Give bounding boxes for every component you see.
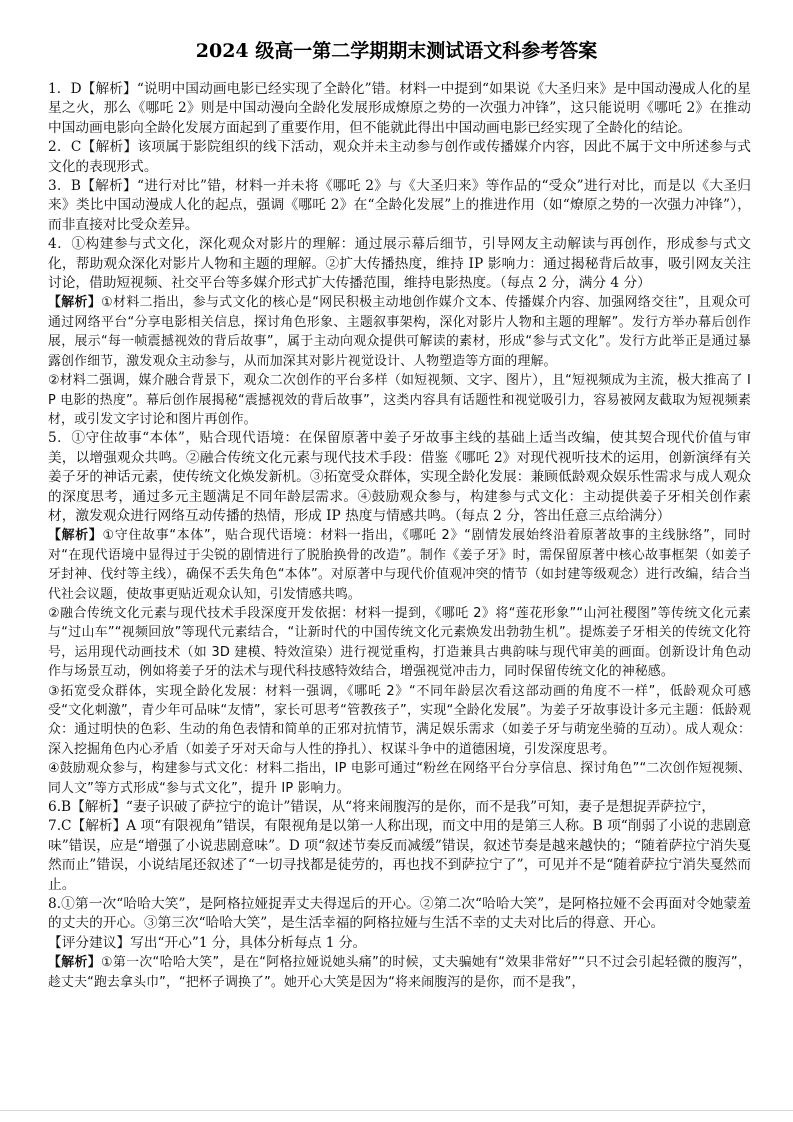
paragraph-text: 8.①第一次“哈哈大笑”，是阿格拉娅捉弄丈夫得逞后的开心。②第二次“哈哈大笑”，是阿格拉娅不会再面对令她蒙羞的丈夫的开心。③第三次“哈哈大笑”，是生活幸福的阿格拉娅与生活不幸的丈夫对比后的得意、开心。 — [48, 896, 751, 932]
answer-paragraph — [48, 817, 751, 895]
paragraph-text: 6.B【解析】“妻子识破了萨拉宁的诡计”错误，从“将来闹腹泻的是你，而不是我”可知，妻子是想捉弄萨拉宁， — [48, 799, 716, 816]
paragraph-text: ①守住故事“本体”，贴合现代语境：材料一指出，《哪吒 2》“剧情发展始终沿着原著故事的主线脉络”，同时对“在现代语境中显得过于尖锐的剧情进行了脱胎换骨的改造”。制作《姜子牙》时，需保留原著中核心故事框架（如姜子牙封神、伐纣等主线），确保不丢失角色“本体”。对原著中与现代价值观冲突的情节（如封建等级观念）进行改编，结合当代社会议题，使故事更贴近观众认知，引发情感共鸣。 — [48, 528, 751, 602]
answer-paragraph — [48, 235, 751, 293]
paragraph-text: ①第一次“哈哈大笑”，是在“阿格拉娅说她头痛”的时候，丈夫骗她有“效果非常好”“只不过会引起轻微的腹泻”，趁丈夫“跑去拿头巾”，“把杯子调换了”。她开心大笑是因为“将来闹腹泻的是你，而不是我”， — [48, 955, 751, 990]
paragraph-text: 3．B【解析】“进行对比”错，材料一并未将《哪吒 2》与《大圣归来》等作品的“受众”进行对比，而是以《大圣归来》类比中国动漫成人化的起点，强调《哪吒 2》在“全龄化发展”上的推进作用（如“燎原之势的一次强力冲锋”），而非直接对比受众差异。 — [48, 178, 751, 233]
answer-paragraph — [48, 371, 751, 429]
analysis-tag: 【解析】 — [48, 955, 101, 971]
paragraph-text: 7.C【解析】A 项“有限视角”错误，有限视角是以第一人称出现，而文中用的是第三人称。B 项“削弱了小说的悲剧意味”错误，应是“增强了小说悲剧意味”。D 项“叙述节奏反而减缓”错误，叙述节奏是越来越快的；“随着萨拉宁消失戛然而止”错误，小说结尾还叙述了“一切寻找都是徒劳的，再也找不到萨拉宁了”，可见并不是“随着萨拉宁消失戛然而止。 — [48, 818, 751, 893]
answer-paragraph — [48, 604, 751, 682]
paragraph-text: 4．①构建参与式文化，深化观众对影片的理解：通过展示幕后细节，引导网友主动解读与再创作，形成参与式文化，帮助观众深化对影片人物和主题的理解。②扩大传播热度，维持 IP 影响力：通过揭秘背后故事，吸引网友关注讨论，借助短视频、社交平台等多媒介形式扩大传播范围，维持电影热度。（每点 2 分，满分 4 分） — [48, 236, 751, 292]
document-title: 2024 级高一第二学期期末测试语文科参考答案 — [195, 40, 598, 62]
paragraph-text: 【评分建议】写出“开心”1 分，具体分析每点 1 分。 — [48, 934, 367, 951]
answer-paragraph — [48, 526, 751, 604]
paragraph-text: ②材料二强调，媒介融合背景下，观众二次创作的平台多样（如短视频、文字、图片），且“短视频成为主流，极大推高了 IP 电影的热度”。幕后创作展揭秘“震撼视效的背后故事”，这类内容具有话题性和视觉吸引力，容易被网友截取为短视频素材，或引发文字讨论和图片再创作。 — [48, 373, 751, 427]
answer-paragraph — [48, 293, 751, 371]
answer-paragraph — [48, 429, 751, 526]
paragraph-text: ①材料二指出，参与式文化的核心是“网民积极主动地创作媒介文本、传播媒介内容、加强网络交往”，且观众可通过网络平台“分享电影相关信息，探讨角色形象、主题叙事架构，深化对影片人物和主题的理解”。发行方举办幕后创作展，展示“每一帧震撼视效的背后故事”，属于主动向观众提供可解读的素材，形成“参与式文化”。发行方此举正是通过暴露创作细节，激发观众主动参与，从而加深其对影片视觉设计、人物塑造等方面的理解。 — [48, 295, 751, 369]
answer-paragraph — [48, 759, 751, 798]
paragraph-text: 1．D【解析】“说明中国动画电影已经实现了全龄化”错。材料一中提到“如果说《大圣归来》是中国动漫成人化的星星之火，那么《哪吒 2》则是中国动漫向全龄化发展形成燎原之势的一次强力冲锋”，这只能说明《哪吒 2》在推动中国动画电影向全龄化发展方面起到了重要作用，但不能就此得出中国动画电影已经实现了全龄化的结论。 — [48, 81, 751, 136]
answer-paragraph — [48, 895, 751, 934]
answer-paragraph — [48, 798, 751, 817]
paragraph-text: ③拓宽受众群体，实现全龄化发展：材料一强调，《哪吒 2》“不同年龄层次看这部动画的角度不一样”，低龄观众可感受“文化刺激”，青少年可品味“友情”，家长可思考“管教孩子”，实现“全龄化发展”。为姜子牙故事设计多元主题：低龄观众：通过明快的色彩、生动的角色表情和简单的正邪对抗情节，满足娱乐需求（如姜子牙与萌宠坐骑的互动）。成人观众：深入挖掘角色内心矛盾（如姜子牙对天命与人性的挣扎）、权谋斗争中的道德困境，引发深度思考。 — [48, 683, 751, 757]
answer-paragraph — [48, 138, 751, 177]
paragraph-text: 5．①守住故事“本体”，贴合现代语境：在保留原著中姜子牙故事主线的基础上适当改编，使其契合现代价值与审美，以增强观众共鸣。②融合传统文化元素与现代技术手段：借鉴《哪吒 2》对现代视听技术的运用，创新演绎有关姜子牙的神话元素，使传统文化焕发新机。③拓宽受众群体，实现全龄化发展：兼顾低龄观众娱乐性需求与成人观众的深度思考，通过多元主题满足不同年龄层需求。④鼓励观众参与，构建参与式文化：主动提供姜子牙相关创作素材，激发观众进行网络互动传播的热情，形成 IP 热度与情感共鸣。（每点 2 分，答出任意三点给满分） — [48, 430, 751, 524]
analysis-tag: 【解析】 — [48, 295, 102, 311]
answer-paragraph — [48, 177, 751, 235]
answer-paragraph — [48, 80, 751, 138]
paragraph-text: 2．C【解析】该项属于影院组织的线下活动，观众并未主动参与创作或传播媒介内容，因此不属于文中所述参与式文化的表现形式。 — [48, 139, 751, 175]
analysis-tag: 【解析】 — [48, 528, 103, 544]
page-bottom-rule — [0, 1110, 793, 1111]
answer-paragraph — [48, 682, 751, 760]
answer-paragraph — [48, 953, 751, 992]
answer-paragraph — [48, 934, 751, 953]
paragraph-text: ②融合传统文化元素与现代技术手段深度开发依据：材料一提到，《哪吒 2》将“莲花形象”“山河社稷图”等传统文化元素与“过山车”“视频回放”等现代元素结合，“让新时代的中国传统文化元素焕发出勃勃生机”。提炼姜子牙相关的传统文化符号，运用现代动画技术（如 3D 建模、特效渲染）进行视觉重构，打造兼具古典韵味与现代审美的画面。创新设计角色动作与场景互动，例如将姜子牙的法术与现代科技感特效结合，增强视觉冲击力，同时保留传统文化的神秘感。 — [48, 605, 751, 680]
paragraph-text: ④鼓励观众参与，构建参与式文化：材料二指出，IP 电影可通过“粉丝在网络平台分享信息、探讨角色”“二次创作短视频、同人文”等方式形成“参与式文化”，提升 IP 影响力。 — [48, 761, 751, 796]
answer-body — [48, 80, 751, 992]
